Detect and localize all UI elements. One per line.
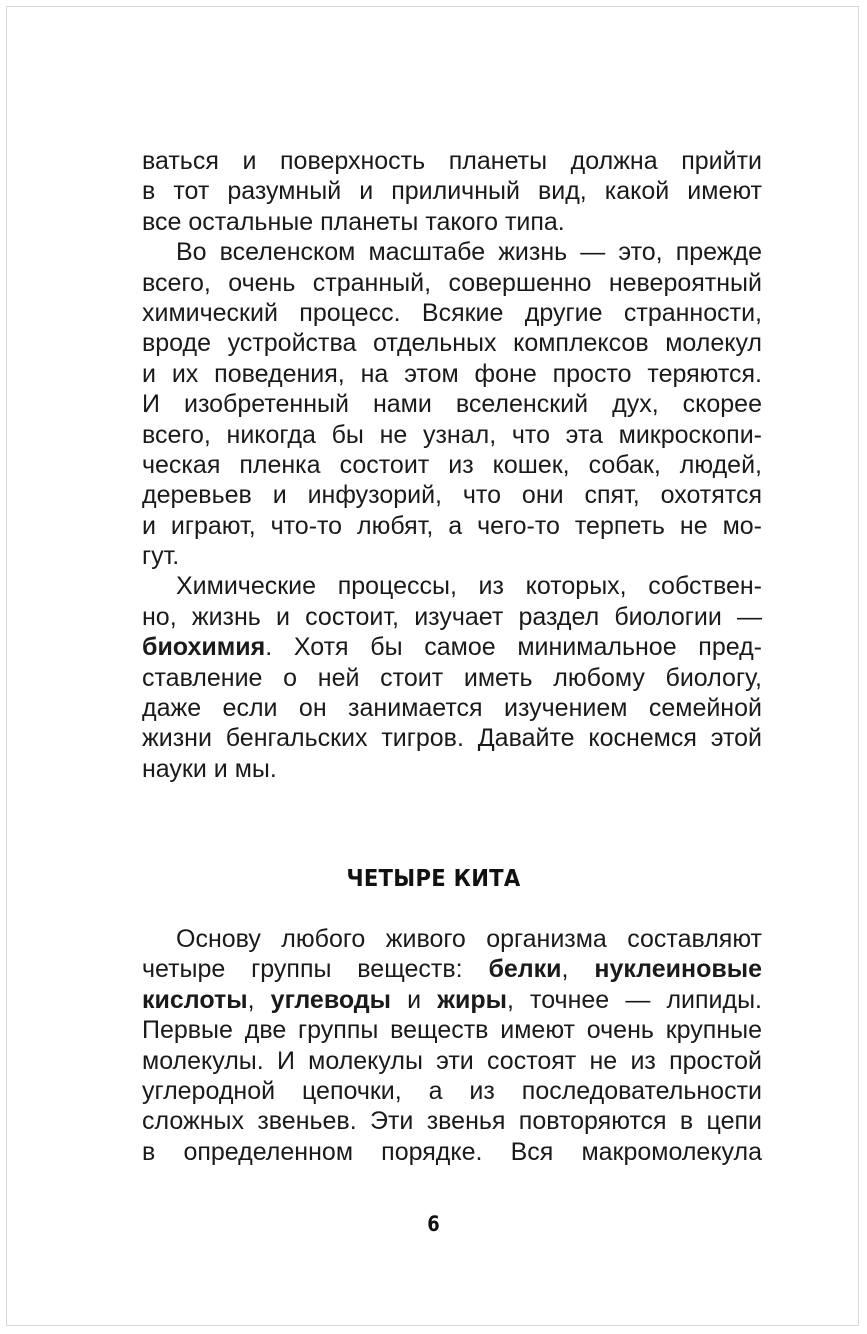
paragraph-first-line: Во вселенском масштабе жизнь — это, прежде — [176, 238, 762, 267]
term-nucleic-acids-part2: кислоты — [142, 985, 248, 1014]
term-nucleic-acids-part1: нуклеиновые — [594, 955, 762, 984]
text-line: но, жизнь и состоит, изучает раздел биологии — — [142, 602, 762, 631]
text-fragment: , точнее — липиды. — [506, 985, 762, 1014]
text-line: вроде устройства отдельных комплексов молекул — [142, 329, 762, 358]
text-line: деревьев и инфузорий, что они спят, охотятся — [142, 481, 762, 510]
text-line: ческая пленка состоит из кошек, собак, людей, — [142, 450, 762, 479]
text-line: даже если он занимается изучением семейной — [142, 694, 762, 723]
text-line: И изобретенный нами вселенский дух, скорее — [142, 390, 762, 419]
text-fragment: . Хотя бы самое минимальное пред- — [265, 633, 762, 662]
paragraph-first-line: Химические процессы, из которых, собствен- — [176, 572, 762, 601]
text-line: науки и мы. — [142, 754, 277, 783]
text-fragment: четыре группы веществ: — [142, 955, 489, 984]
text-line-terms — [142, 985, 762, 1015]
body-text-after-heading — [142, 924, 762, 1167]
text-line: углеродной цепочки, а из последовательности — [142, 1076, 762, 1105]
text-line: в тот разумный и приличный вид, какой имеют — [142, 177, 762, 206]
section-heading: ЧЕТЫРЕ КИТА — [346, 866, 521, 892]
term-proteins: белки — [488, 955, 562, 984]
term-biochemistry: биохимия — [142, 633, 266, 662]
text-fragment: , — [247, 985, 271, 1014]
text-line: молекулы. И молекулы эти состоят не из простой — [142, 1046, 762, 1075]
text-line-biochemistry — [142, 632, 762, 662]
text-line-substance-groups — [142, 954, 762, 984]
text-line: всего, очень странный, совершенно невероятный — [142, 268, 762, 297]
text-line: жизни бенгальских тигров. Давайте коснемся этой — [142, 724, 762, 753]
text-line: все остальные планеты такого типа. — [142, 207, 565, 236]
text-line: всего, никогда бы не узнал, что эта микроскопи- — [142, 420, 762, 449]
text-line: в определенном порядке. Вся макромолекула — [142, 1137, 762, 1166]
body-text-before-heading — [142, 146, 762, 784]
term-fats: жиры — [437, 985, 507, 1014]
text-line: химический процесс. Всякие другие странности, — [142, 298, 762, 327]
text-line: Первые две группы веществ имеют очень крупные — [142, 1016, 762, 1045]
text-line: и их поведения, на этом фоне просто теряются. — [142, 359, 762, 388]
page-number: 6 — [427, 1212, 440, 1236]
text-line: и играют, что-то любят, а чего-то терпеть не мо- — [142, 511, 762, 540]
text-line: гут. — [142, 542, 180, 571]
term-carbohydrates: углеводы — [270, 985, 392, 1014]
text-line: сложных звеньев. Эти звенья повторяются в цепи — [142, 1107, 762, 1136]
text-line: ваться и поверхность планеты должна прийти — [142, 147, 762, 175]
text-fragment: , — [561, 955, 595, 984]
text-fragment: и — [391, 985, 438, 1014]
paragraph-first-line: Основу любого живого организма составляют — [176, 925, 762, 953]
text-line: ставление о ней стоит иметь любому биологу, — [142, 663, 762, 692]
